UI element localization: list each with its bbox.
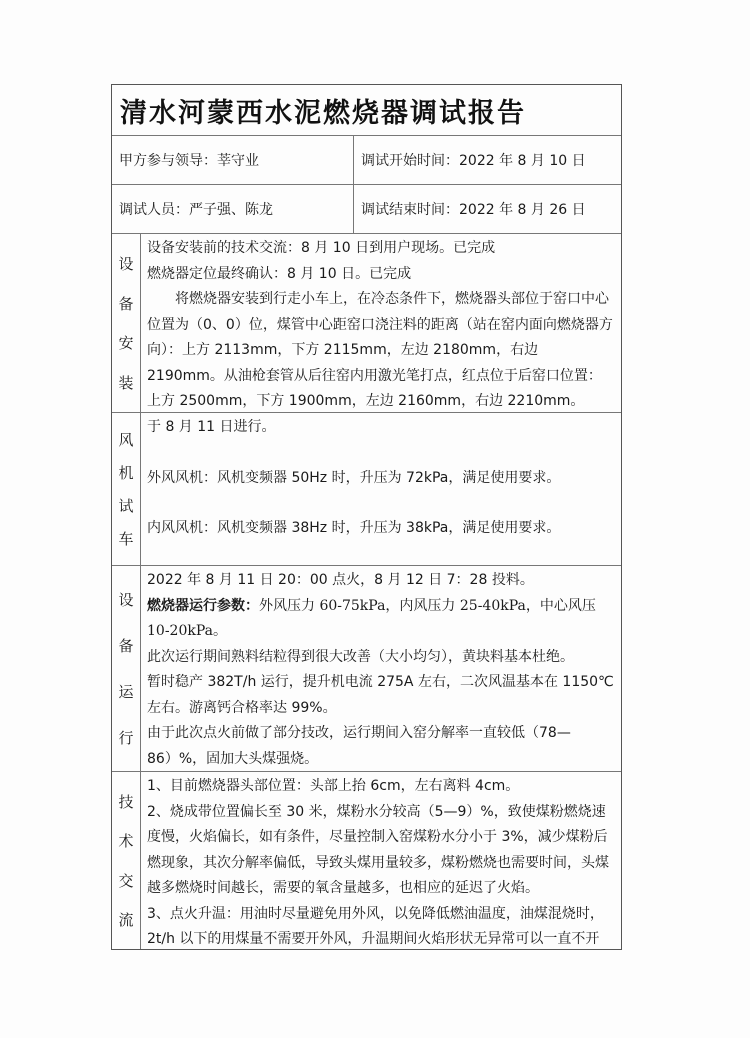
leader-label: 甲方参与领导：	[119, 153, 217, 169]
install-line: 燃烧器定位最终确认：8 月 10 日。已完成	[147, 265, 412, 282]
label-char: 设	[118, 255, 134, 274]
label-char: 备	[118, 636, 134, 655]
section-run	[112, 566, 621, 772]
info-row-1	[112, 136, 621, 185]
label-char: 车	[118, 530, 134, 548]
info-row-2	[112, 185, 621, 234]
end-time-value: 2022 年 8 月 26 日	[459, 202, 586, 218]
tech-line: 2、烧成带位置偏长至 30 米，煤粉水分较高（5—9）%，致使煤粉燃烧速度慢，火焰偏长，如有条件，尽量控制入窑煤粉水分小于 3%，减少煤粉后燃现象，其次分解率偏低，导致头煤用量较多，煤粉燃烧也需要时间，头煤越多燃烧时间越长，需要的氧含量越多，也相应的延迟了火焰。	[147, 803, 609, 896]
run-line: 此次运行期间熟料结粒得到很大改善（大小均匀），黄块料基本杜绝。	[147, 648, 574, 665]
fan-line: 外风风机：风机变频器 50Hz 时，升压为 72kPa，满足使用要求。	[147, 469, 561, 486]
fan-line: 内风风机：风机变频器 38Hz 时，升压为 38kPa，满足使用要求。	[147, 520, 561, 536]
start-time-label: 调试开始时间：	[361, 153, 459, 169]
fan-content	[141, 413, 621, 565]
label-char: 备	[118, 294, 134, 313]
label-char: 风	[118, 431, 134, 449]
report-table	[111, 84, 622, 950]
staff-label: 调试人员：	[119, 202, 189, 218]
run-params	[147, 594, 615, 645]
label-char: 术	[118, 832, 134, 851]
staff-cell	[112, 185, 354, 233]
run-line: 2022 年 8 月 11 日 20：00 点火，8 月 12 日 7：28 投料。	[147, 572, 534, 588]
label-char: 机	[118, 464, 134, 482]
label-char: 安	[118, 334, 134, 353]
end-time-label: 调试结束时间：	[361, 202, 459, 218]
section-label-tech	[112, 772, 141, 949]
section-install	[112, 234, 621, 413]
end-time-cell	[354, 185, 621, 233]
run-content	[141, 566, 621, 771]
start-time-value: 2022 年 8 月 10 日	[459, 153, 586, 169]
params-label: 燃烧器运行参数：	[147, 597, 259, 614]
label-char: 设	[118, 590, 134, 609]
label-char: 运	[118, 683, 134, 702]
install-line: 设备安装前的技术交流：8 月 10 日到用户现场。已完成	[147, 240, 496, 256]
run-line: 由于此次点火前做了部分技改，运行期间入窑分解率一直较低（78—86）%，固加大头煤强烧。	[147, 725, 571, 767]
section-label-install	[112, 234, 141, 412]
params-value: 外风压力 60-75kPa，内风压力 25-40kPa，中心风压 10-20kPa。	[147, 597, 596, 639]
label-char: 流	[118, 910, 134, 929]
tech-content	[141, 772, 621, 949]
label-char: 行	[118, 729, 134, 748]
fan-line: 于 8 月 11 日进行。	[147, 419, 276, 435]
title-row	[112, 85, 621, 136]
section-label-run	[112, 566, 141, 771]
label-char: 装	[118, 373, 134, 392]
install-paragraph: 将燃烧器安装到行走小车上，在冷态条件下，燃烧器头部位于窑口中心位置为（0、0）位，煤管中心距窑口浇注料的距离（站在窑内面向燃烧器方向）：上方 2113mm，下方 2115mm，左边 2180mm，右边 2190mm。从油枪套管从后往窑内用激光笔打点，红点位于后窑口位置：上方 2500mm，下方 1900mm，左边 2160mm，右边 2210mm。	[147, 291, 613, 409]
tech-line: 1、目前燃烧器头部位置：头部上抬 6cm，左右离料 4cm。	[147, 778, 520, 794]
report-title: 清水河蒙西水泥燃烧器调试报告	[120, 97, 526, 129]
tech-line: 3、点火升温：用油时尽量避免用外风，以免降低燃油温度，油煤混烧时，2t/h 以下的用煤量不需要开外风，升温期间火焰形状无异常可以一直不开	[147, 905, 604, 947]
section-fan-test	[112, 413, 621, 566]
staff-value: 严子强、陈龙	[189, 202, 273, 218]
section-label-fan	[112, 413, 141, 565]
install-content	[141, 234, 621, 412]
run-line: 暂时稳产 382T/h 运行，提升机电流 275A 左右，二次风温基本在 1150℃左右。游离钙合格率达 99%。	[147, 674, 614, 716]
label-char: 交	[118, 871, 134, 890]
leader-cell	[112, 136, 354, 184]
section-tech	[112, 772, 621, 949]
leader-value: 莘守业	[217, 153, 259, 169]
label-char: 试	[118, 497, 134, 515]
label-char: 技	[118, 793, 134, 812]
start-time-cell	[354, 136, 621, 184]
